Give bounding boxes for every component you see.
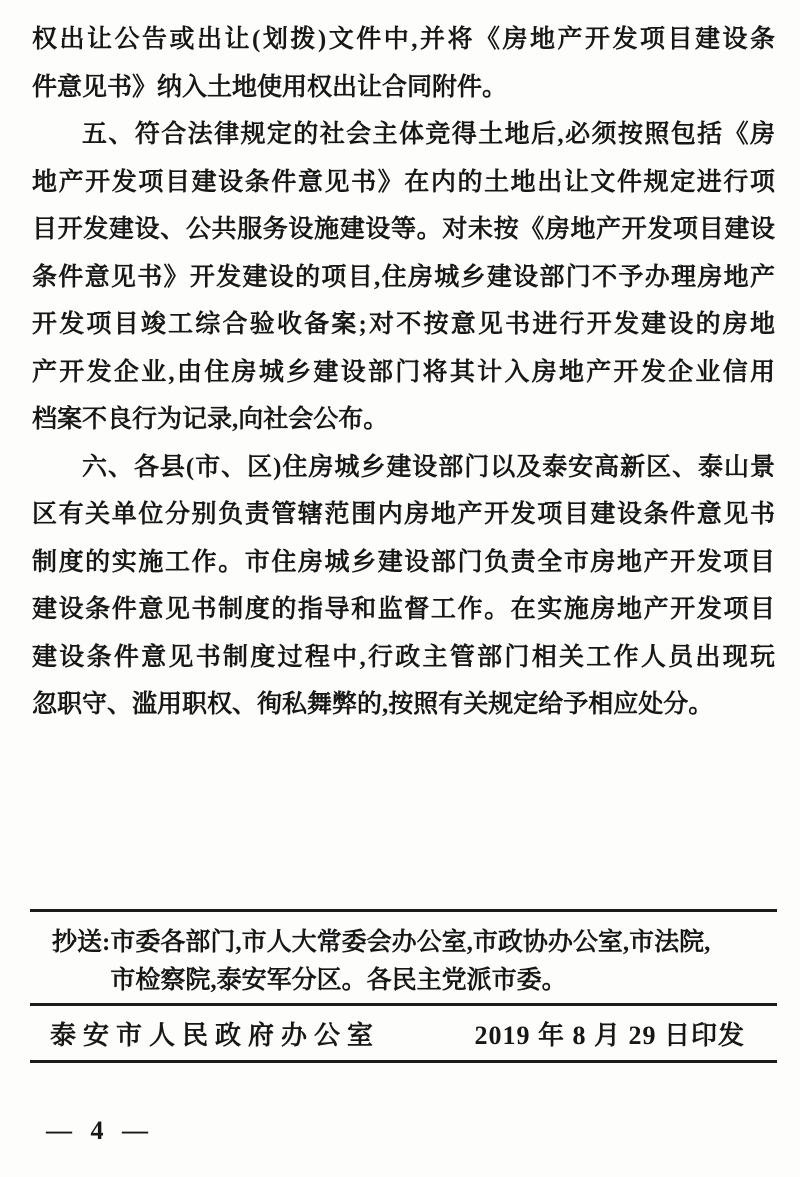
body-line: 制度的实施工作。市住房城乡建设部门负责全市房地产开发项目 <box>32 548 775 576</box>
body-line: 地产开发项目建设条件意见书》在内的土地出让文件规定进行项 <box>32 168 775 196</box>
document-body <box>32 16 775 729</box>
body-line: 建设条件意见书制度的指导和监督工作。在实施房地产开发项目 <box>32 596 775 623</box>
body-line: 条件意见书》开发建设的项目,住房城乡建设部门不予办理房地产 <box>32 263 775 291</box>
body-line: 区有关单位分别负责管辖范围内房地产开发项目建设条件意见书 <box>32 501 775 528</box>
body-line: 件意见书》纳入土地使用权出让合同附件。 <box>32 73 508 101</box>
body-line: 产开发企业,由住房城乡建设部门将其计入房地产开发企业信用 <box>32 358 775 386</box>
body-line: 六、各县(市、区)住房城乡建设部门以及泰安高新区、泰山景 <box>82 453 775 481</box>
cc-lines <box>110 924 777 1000</box>
cc-section <box>30 909 777 1000</box>
issuer-name: 泰安市人民政府办公室 <box>50 1020 381 1050</box>
body-line: 忽职守、滥用职权、徇私舞弊的,按照有关规定给予相应处分。 <box>32 691 714 718</box>
body-line: 目开发建设、公共服务设施建设等。对未按《房地产开发项目建设 <box>32 216 775 243</box>
body-line: 建设条件意见书制度过程中,行政主管部门相关工作人员出现玩 <box>32 643 775 671</box>
body-line: 档案不良行为记录,向社会公布。 <box>32 406 389 433</box>
cc-label: 抄送: <box>52 929 111 956</box>
issuer-bar <box>30 1003 777 1063</box>
print-date: 2019 年 8 月 29 日印发 <box>474 1020 745 1050</box>
cc-line: 市检察院,泰安军分区。各民主党派市委。 <box>110 967 567 994</box>
cc-line: 市委各部门,市人大常委会办公室,市政协办公室,市法院, <box>110 929 711 956</box>
body-line: 开发项目竣工综合验收备案;对不按意见书进行开发建设的房地 <box>32 311 775 338</box>
cc-row <box>30 924 777 1000</box>
body-line: 权出让公告或出让(划拨)文件中,并将《房地产开发项目建设条 <box>32 26 775 53</box>
page-number: — 4 — <box>46 1116 154 1145</box>
body-line: 五、符合法律规定的社会主体竞得土地后,必须按照包括《房 <box>82 121 775 148</box>
